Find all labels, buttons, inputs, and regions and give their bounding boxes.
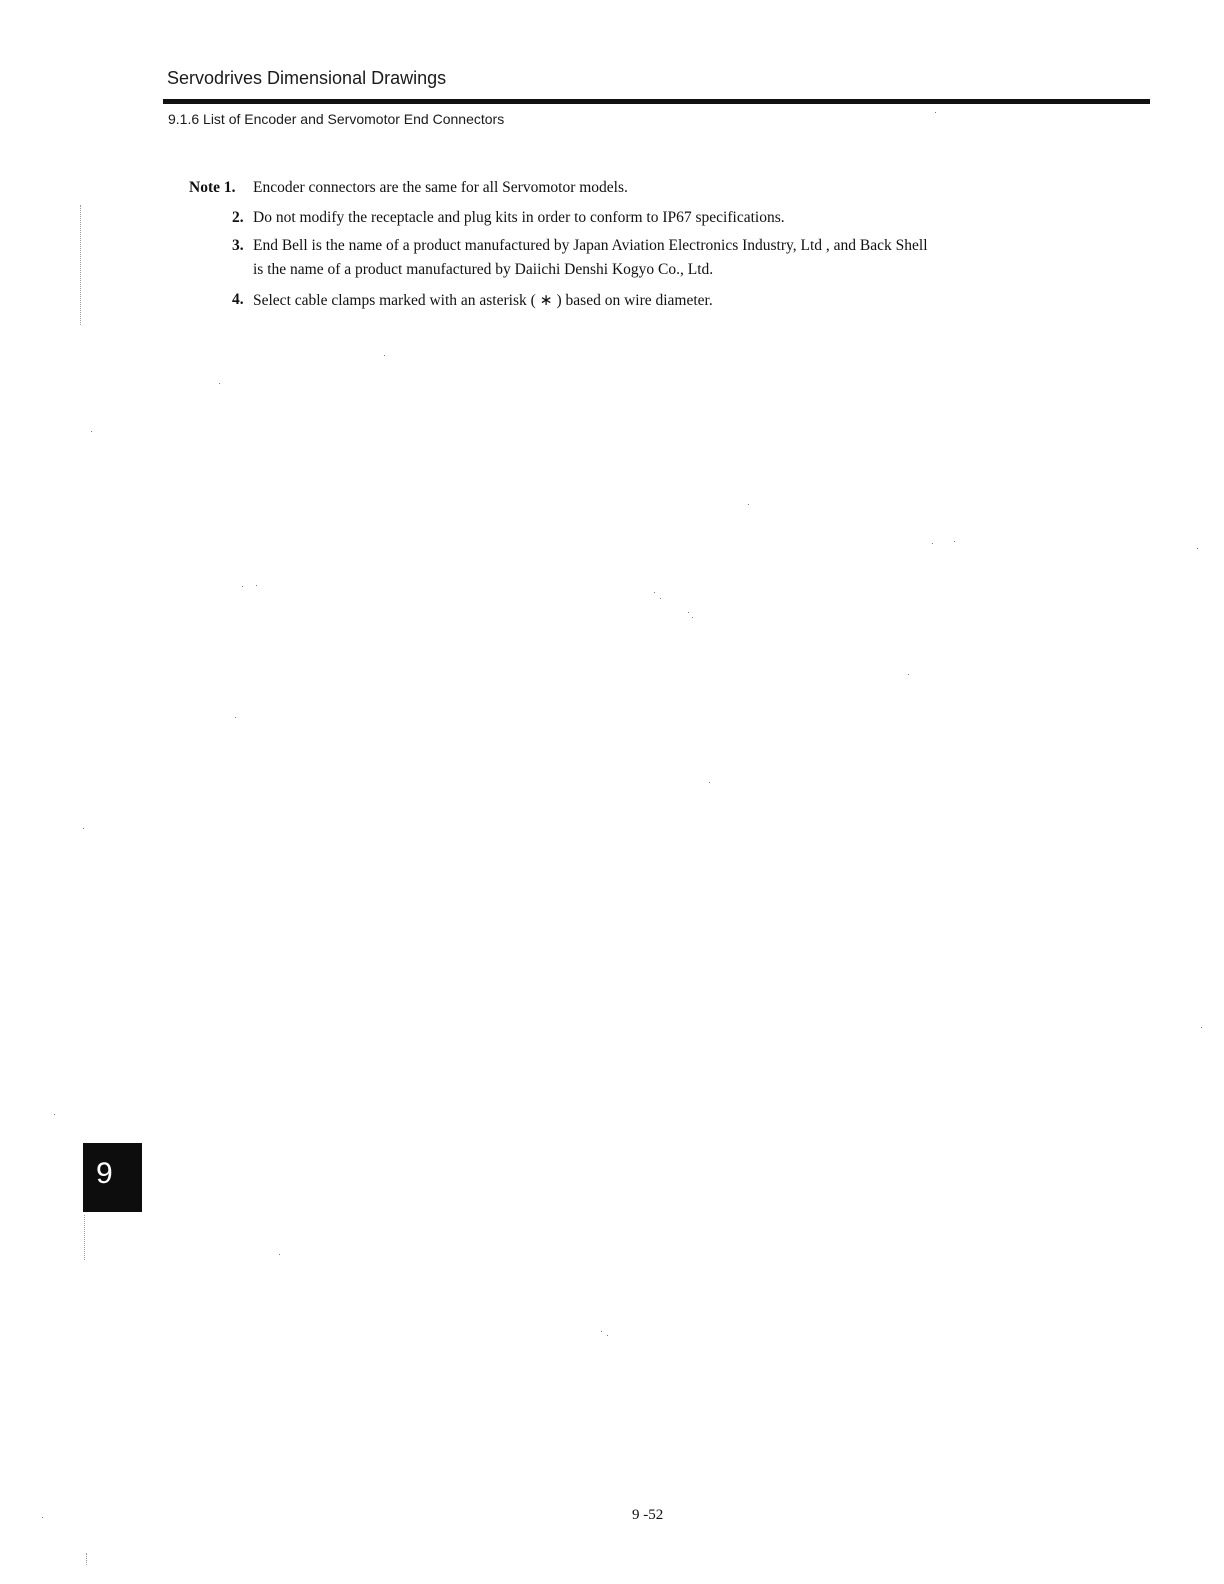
section-header-title: Servodrives Dimensional Drawings bbox=[167, 68, 447, 88]
scan-speck bbox=[242, 586, 243, 587]
note-item-2-number: 2. bbox=[232, 209, 244, 226]
scan-mark-left-tab bbox=[84, 1215, 86, 1260]
scan-speck bbox=[83, 828, 84, 829]
scan-speck bbox=[688, 612, 689, 613]
scan-speck bbox=[932, 543, 933, 544]
scan-speck bbox=[279, 1254, 280, 1255]
scan-speck bbox=[1197, 548, 1198, 549]
scan-mark-left-bottom bbox=[86, 1553, 88, 1565]
scan-speck bbox=[1201, 1027, 1202, 1028]
scan-speck bbox=[91, 431, 92, 432]
note-heading: Note 1. bbox=[189, 179, 236, 196]
note-item-3-text-line-1: End Bell is the name of a product manufactured by Japan Aviation Electronics Industry, Ltd , and Back Shell bbox=[253, 237, 928, 254]
scan-speck bbox=[709, 782, 710, 783]
scan-speck bbox=[954, 541, 955, 542]
scan-speck bbox=[256, 585, 257, 586]
scan-speck bbox=[42, 1517, 43, 1518]
scan-mark-left-top bbox=[80, 205, 82, 325]
scan-speck bbox=[908, 674, 909, 675]
scan-speck bbox=[384, 355, 385, 356]
scan-speck bbox=[601, 1331, 602, 1332]
note-item-4-number: 4. bbox=[232, 291, 244, 308]
scan-speck bbox=[748, 504, 749, 505]
scan-speck bbox=[219, 383, 220, 384]
scan-speck bbox=[654, 592, 655, 593]
scan-speck bbox=[935, 112, 936, 113]
note-item-2-text: Do not modify the receptacle and plug kits in order to conform to IP67 specifications. bbox=[253, 209, 785, 226]
note-item-3-number: 3. bbox=[232, 237, 244, 254]
header-rule bbox=[163, 99, 1150, 104]
scan-speck bbox=[235, 717, 236, 718]
note-item-1-text: Encoder connectors are the same for all Servomotor models. bbox=[253, 179, 628, 196]
scan-speck bbox=[692, 617, 693, 618]
scan-speck bbox=[607, 1335, 608, 1336]
note-item-4-text: Select cable clamps marked with an asterisk ( ∗ ) based on wire diameter. bbox=[253, 292, 713, 309]
scan-speck bbox=[54, 1114, 55, 1115]
note-item-3-text-line-2: is the name of a product manufactured by Daiichi Denshi Kogyo Co., Ltd. bbox=[253, 261, 714, 278]
page-number: 9 -52 bbox=[632, 1507, 664, 1523]
chapter-tab: 9 bbox=[83, 1143, 142, 1212]
subsection-title: 9.1.6 List of Encoder and Servomotor End Connectors bbox=[168, 111, 505, 127]
scan-speck bbox=[660, 598, 661, 599]
